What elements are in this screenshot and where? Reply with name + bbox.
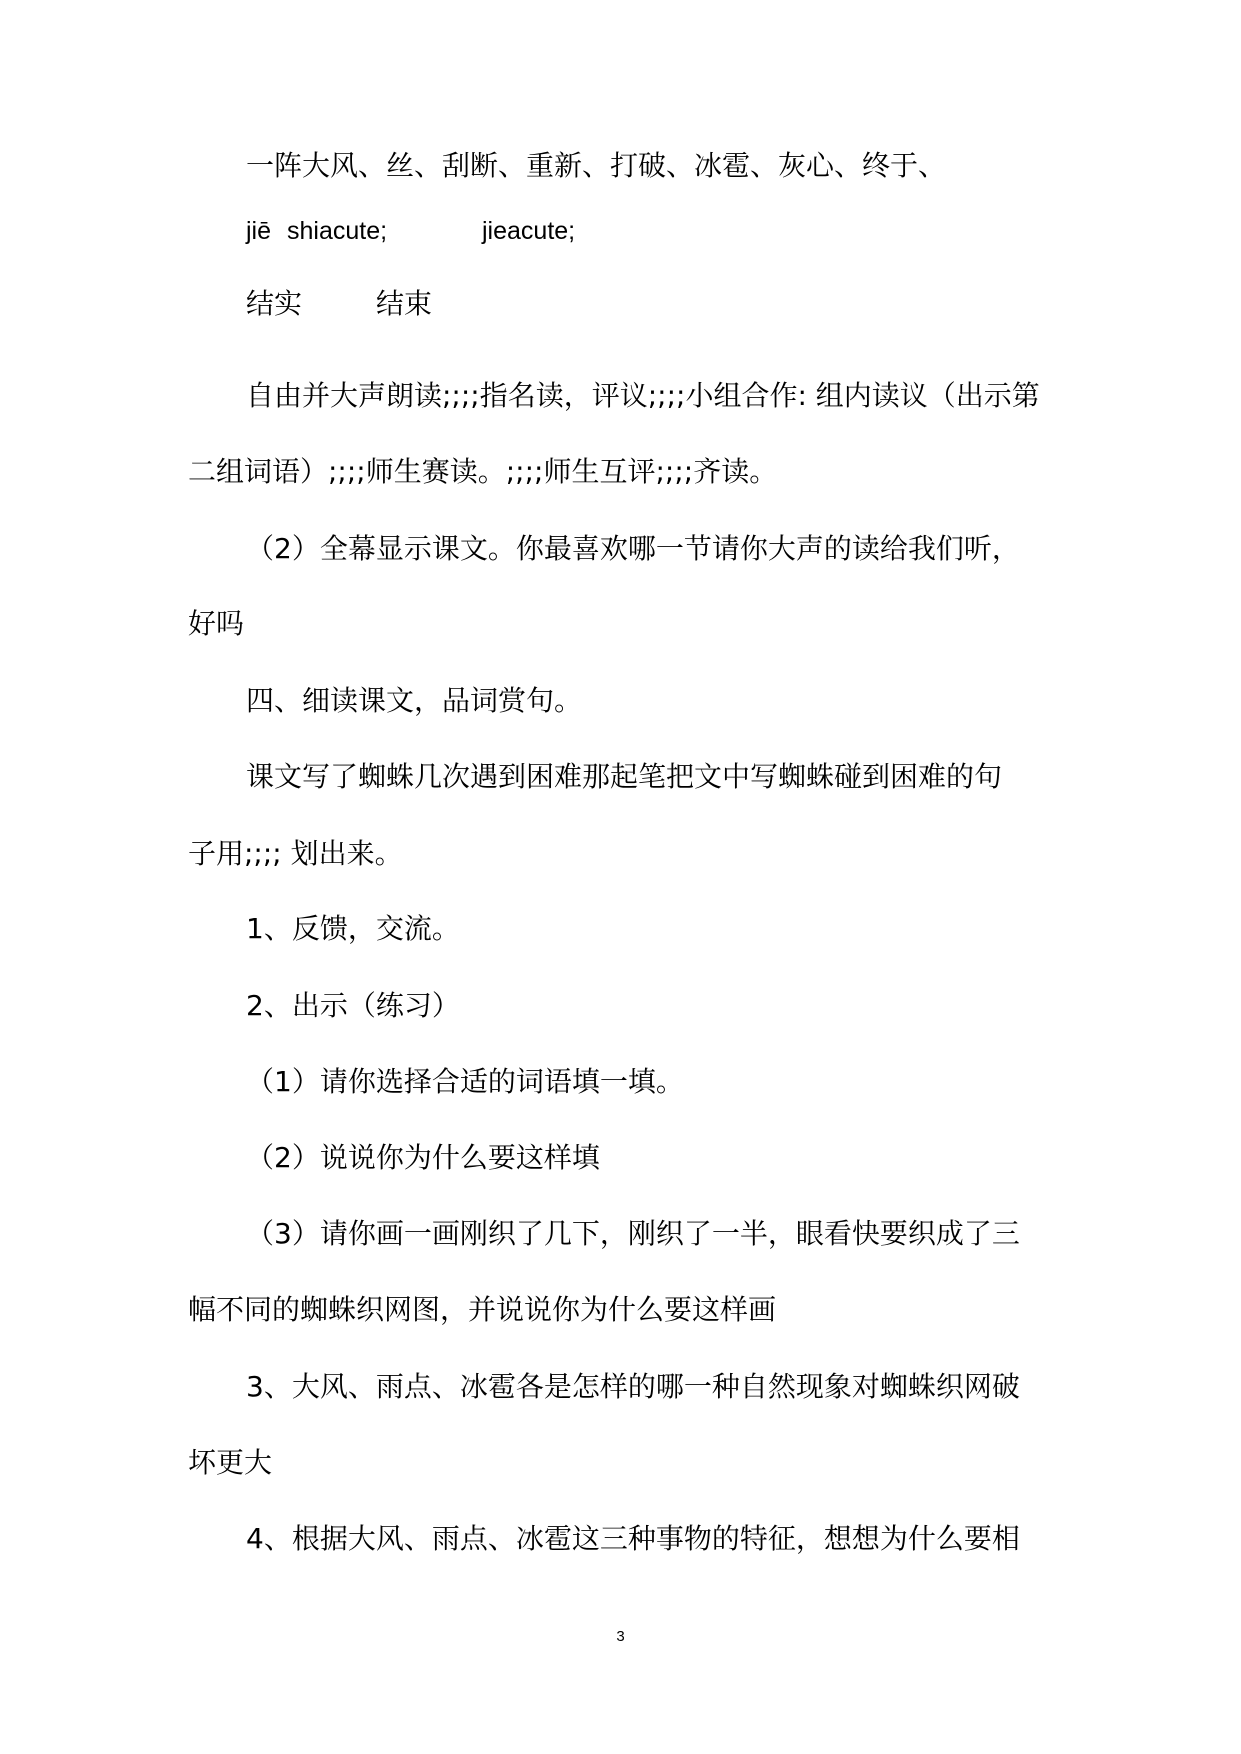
paragraph-line: 好吗 bbox=[188, 607, 245, 640]
paragraph-line: 课文写了蜘蛛几次遇到困难那起笔把文中写蜘蛛碰到困难的句 bbox=[246, 760, 1003, 793]
word-jieshi: 结实 bbox=[246, 287, 303, 320]
list-item: 1、反馈，交流。 bbox=[246, 912, 460, 945]
paragraph-line: （2）全幕显示课文。你最喜欢哪一节请你大声的读给我们听， bbox=[246, 532, 1020, 565]
word-jieshu: 结束 bbox=[376, 287, 433, 320]
pinyin-jie-2: jieacute; bbox=[482, 217, 576, 245]
pinyin-shi: shiacute; bbox=[287, 217, 388, 245]
paragraph-line: 子用;;;; 划出来。 bbox=[188, 837, 403, 870]
page-number: 3 bbox=[616, 1628, 625, 1645]
paragraph-line: 二组词语）;;;;师生赛读。;;;;师生互评;;;;齐读。 bbox=[188, 455, 778, 488]
list-item-continued: 幅不同的蜘蛛织网图，并说说你为什么要这样画 bbox=[188, 1293, 777, 1326]
list-item-continued: 坏更大 bbox=[188, 1446, 273, 1479]
list-item: 3、大风、雨点、冰雹各是怎样的哪一种自然现象对蜘蛛织网破 bbox=[246, 1370, 1020, 1403]
list-item: 4、根据大风、雨点、冰雹这三种事物的特征，想想为什么要相 bbox=[246, 1522, 1020, 1555]
pinyin-jie: jiē bbox=[246, 217, 272, 245]
paragraph-line: 自由并大声朗读;;;;指名读，评议;;;;小组合作: 组内读议（出示第 bbox=[246, 379, 1040, 412]
word-list-line: 一阵大风、丝、刮断、重新、打破、冰雹、灰心、终于、 bbox=[246, 149, 947, 182]
list-item: （2）说说你为什么要这样填 bbox=[246, 1141, 600, 1174]
list-item: （3）请你画一画刚织了几下，刚织了一半，眼看快要织成了三 bbox=[246, 1217, 1020, 1250]
list-item: （1）请你选择合适的词语填一填。 bbox=[246, 1065, 684, 1098]
section-heading: 四、细读课文，品词赏句。 bbox=[246, 684, 583, 717]
list-item: 2、出示（练习） bbox=[246, 989, 460, 1022]
